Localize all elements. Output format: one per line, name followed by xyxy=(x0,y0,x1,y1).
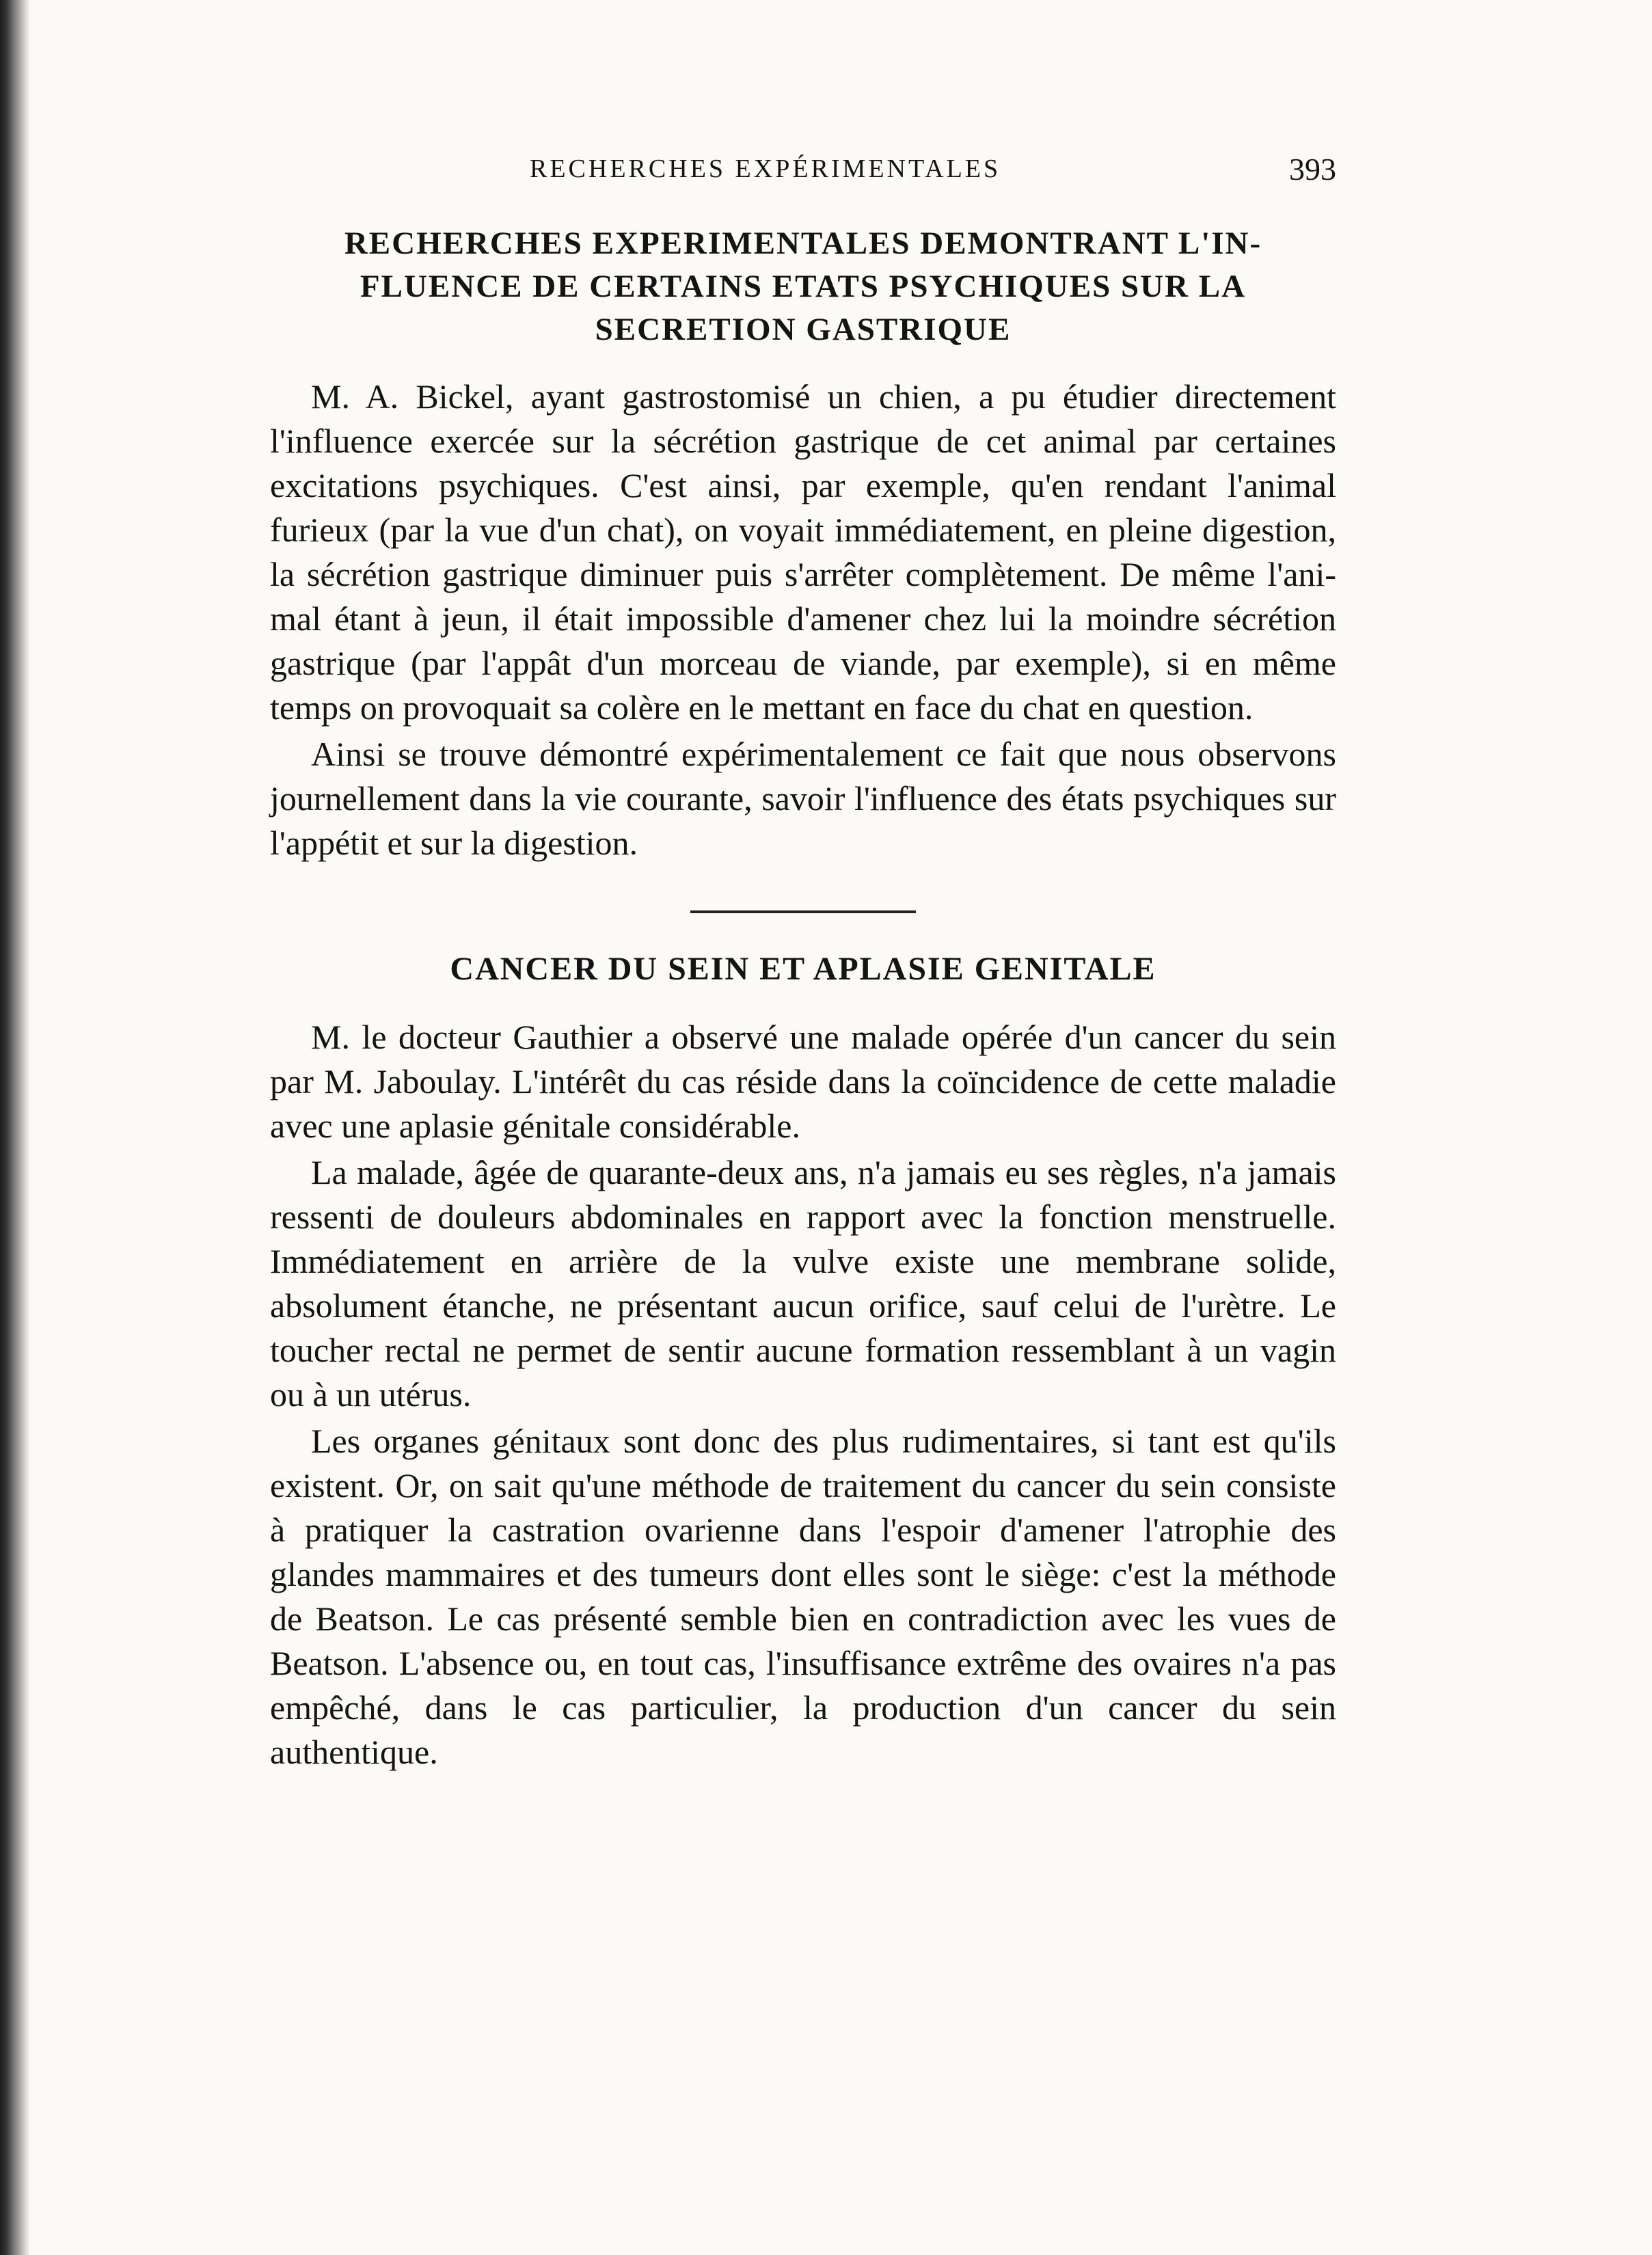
article-title-line: SECRETION GASTRIQUE xyxy=(595,312,1012,347)
running-title: RECHERCHES EXPÉRIMENTALES xyxy=(530,154,1001,183)
article-title-1 xyxy=(270,222,1336,351)
article-1-paragraph: Ainsi se trouve démontré expérimentalement ce fait que nous observons journellement dans la vie courante, savoir l'influence des états psychiques sur l'appétit et sur la digestion. xyxy=(270,735,1336,862)
running-head xyxy=(270,147,1336,195)
book-page xyxy=(270,147,1336,1777)
section-divider xyxy=(690,910,916,913)
article-1-paragraph: M. A. Bickel, ayant gastrostomisé un chien, a pu étudier directement l'influence exercée sur la sécrétion gastrique de cet animal par certaines excitations psychiques. C'est ainsi, par exemple, qu'en rendant l'animal furieux (par la vue d'un chat), on voyait immédiatement, en pleine digestion, la sécrétion gastrique diminuer puis s'arrêter complètement. De même l'animal étant à jeun, il était impossible d'amener chez lui la moindre sécrétion gastrique (par l'appât d'un morceau de viande, par exemple), si en même temps on provoquait sa colère en le mettant en face du chat en question. xyxy=(270,377,1336,727)
article-2-paragraph: M. le docteur Gauthier a observé une malade opérée d'un cancer du sein par M. Jaboulay. L'intérêt du cas réside dans la coïncidence de cette maladie avec une aplasie génitale considérable. xyxy=(270,1018,1336,1145)
article-title-line: RECHERCHES EXPERIMENTALES DEMONTRANT L'IN- xyxy=(344,226,1262,261)
page-number: 393 xyxy=(1289,152,1336,187)
article-2-paragraph: La malade, âgée de quarante-deux ans, n'a jamais eu ses règles, n'a jamais ressenti de douleurs abdominales en rapport avec la fonction menstruelle. Immédiatement en arrière de la vulve existe une membrane solide, absolument étanche, ne présentant aucun orifice, sauf celui de l'urètre. Le toucher rectal ne permet de sentir aucune formation ressemblant à un vagin ou à un utérus. xyxy=(270,1153,1336,1414)
article-title-2: CANCER DU SEIN ET APLASIE GENITALE xyxy=(450,951,1156,987)
article-title-line: FLUENCE DE CERTAINS ETATS PSYCHIQUES SUR LA xyxy=(360,269,1247,304)
scan-binding-edge xyxy=(0,0,30,2255)
article-2-paragraph: Les organes génitaux sont donc des plus rudimentaires, si tant est qu'ils existent. Or, on sait qu'une méthode de traitement du cancer du sein consiste à pratiquer la castration ovarienne dans l'espoir d'amener l'atrophie des glandes mammaires et des tumeurs dont elles sont le siège: c'est la méthode de Beatson. Le cas présenté semble bien en contradiction avec les vues de Beatson. L'absence ou, en tout cas, l'insuffisance extrême des ovaires n'a pas empêché, dans le cas particulier, la production d'un cancer du sein authentique. xyxy=(270,1422,1336,1771)
